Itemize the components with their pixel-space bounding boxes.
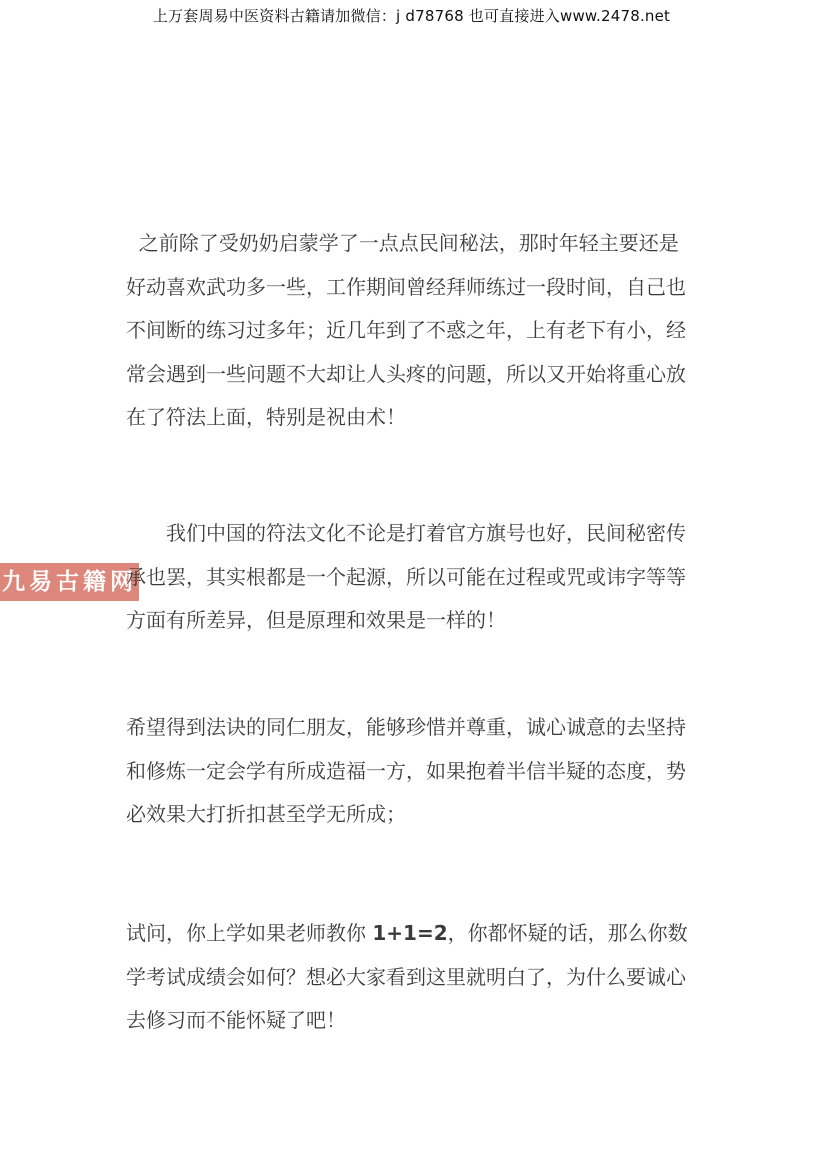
page-header-banner: 上万套周易中医资料古籍请加微信：j d78768 也可直接进入www.2478.net — [152, 7, 671, 25]
watermark-logo: 九易古籍网 — [0, 563, 139, 601]
paragraph-3: 希望得到法诀的同仁朋友，能够珍惜并尊重，诚心诚意的去坚持和修炼一定会学有所成造福一方，如果抱着半信半疑的态度，势必效果大打折扣甚至学无所成； — [126, 715, 686, 826]
paragraph-1: 之前除了受奶奶启蒙学了一点点民间秘法，那时年轻主要还是好动喜欢武功多一些，工作期间曾经拜师练过一段时间，自己也不间断的练习过多年；近几年到了不惑之年，上有老下有小，经常会遇到一些问题不大却让人头疼的问题，所以又开始将重心放在了符法上面，特别是祝由术！ — [126, 231, 686, 429]
paragraph-4-formula: 1+1=2 — [372, 921, 448, 945]
paragraph-2-text: 我们中国的符法文化不论是打着官方旗号也好，民间秘密传承也罢，其实根都是一个起源，所以可能在过程或咒或讳字等等方面有所差异，但是原理和效果是一样的！ — [126, 521, 686, 632]
paragraph-4-text-after: ，你都怀疑的话，那么你数学考试成绩会如何？想必大家看到这里就明白了，为什么要诚心去修习而不能怀疑了吧！ — [126, 921, 688, 1032]
paragraph-4-text-before: 试问，你上学如果老师教你 — [126, 921, 373, 945]
paragraph-4 — [126, 912, 698, 1043]
paragraph-2 — [126, 512, 698, 643]
